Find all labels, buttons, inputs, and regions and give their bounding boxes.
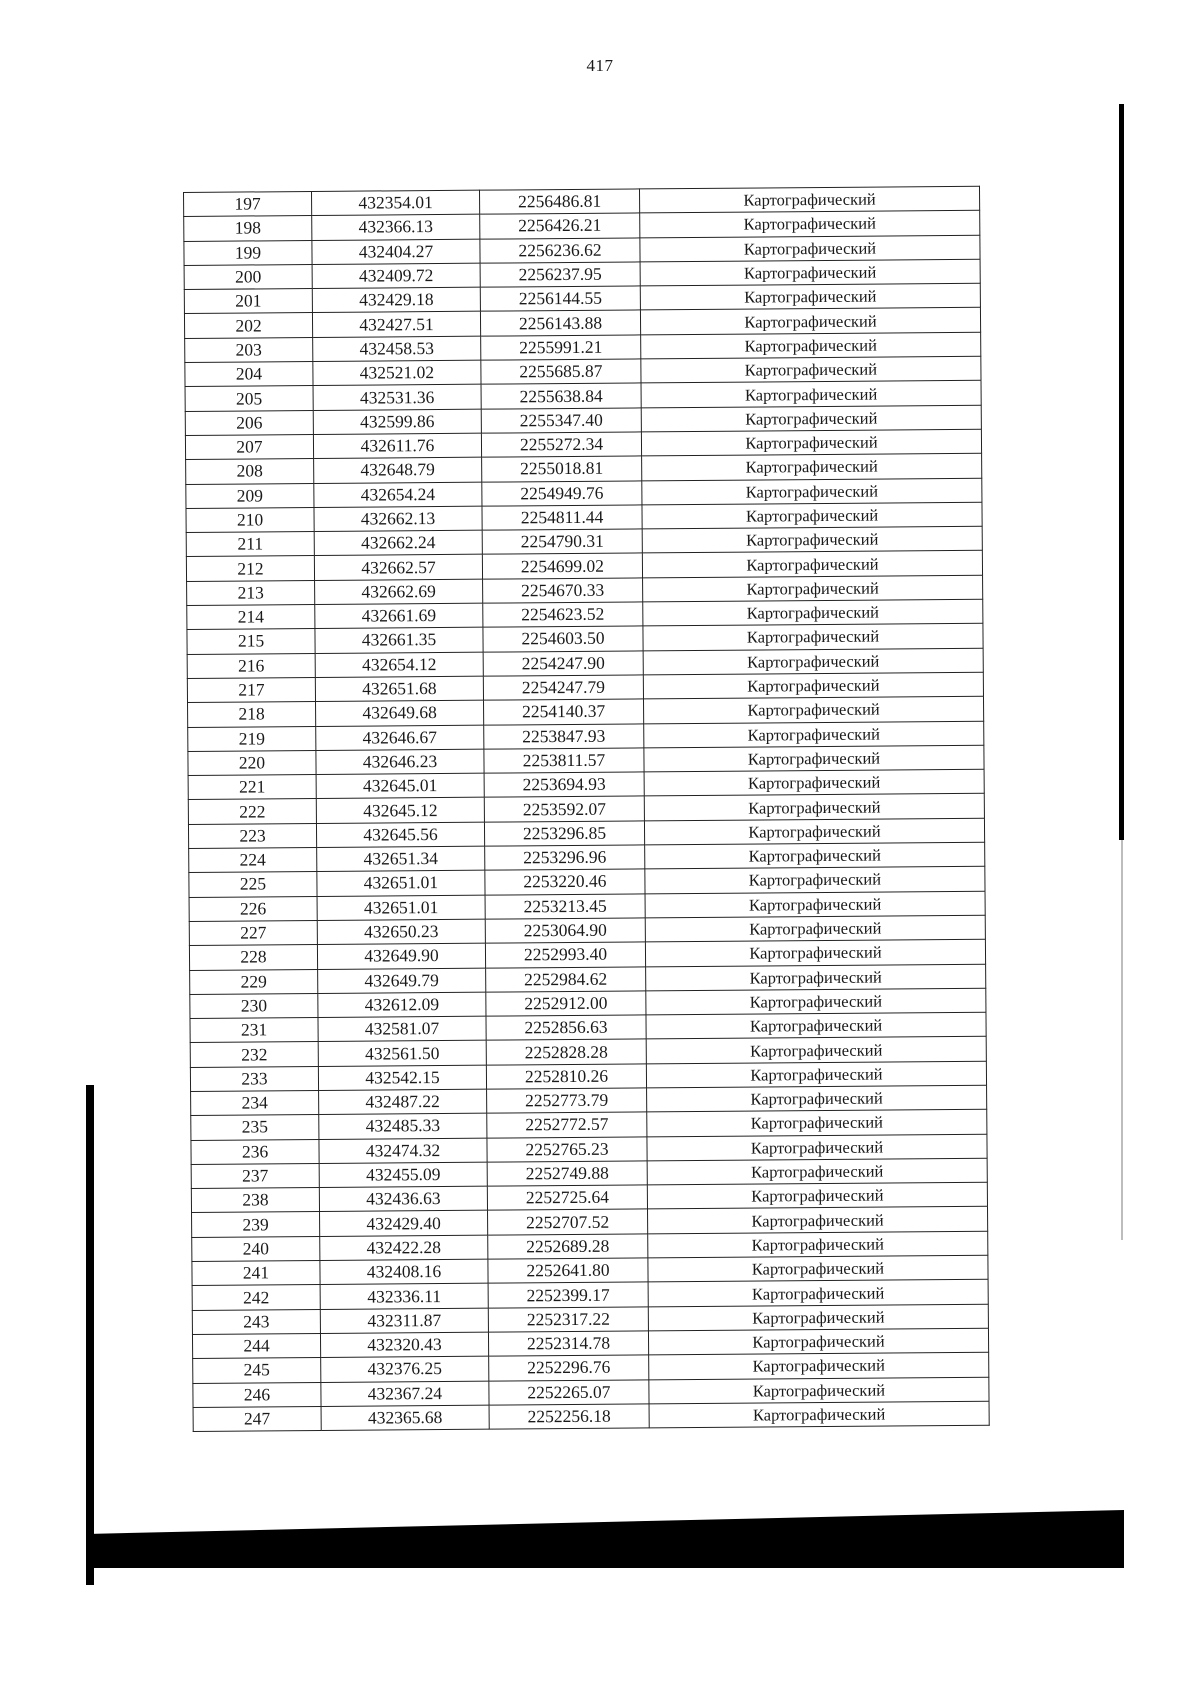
point-number-cell: 223 [188,823,316,848]
point-number-cell: 236 [191,1139,319,1164]
y-coordinate-cell: 2252912.00 [486,991,646,1017]
y-coordinate-cell: 2254790.31 [482,529,642,555]
x-coordinate-cell: 432436.63 [319,1186,487,1212]
method-cell: Картографический [643,696,983,723]
x-coordinate-cell: 432485.33 [319,1113,487,1139]
method-cell: Картографический [649,1352,989,1379]
y-coordinate-cell: 2252765.23 [487,1136,647,1162]
x-coordinate-cell: 432612.09 [318,992,486,1018]
method-cell: Картографический [643,575,983,602]
y-coordinate-cell: 2252296.76 [489,1355,649,1381]
x-coordinate-cell: 432455.09 [319,1162,487,1188]
method-cell: Картографический [649,1401,989,1428]
point-number-cell: 239 [192,1212,320,1237]
x-coordinate-cell: 432645.56 [316,822,484,848]
y-coordinate-cell: 2252810.26 [486,1064,646,1090]
y-coordinate-cell: 2255272.34 [481,432,641,458]
method-cell: Картографический [646,1012,986,1039]
x-coordinate-cell: 432662.24 [314,530,482,556]
method-cell: Картографический [647,1182,987,1209]
y-coordinate-cell: 2254623.52 [483,602,643,628]
point-number-cell: 240 [192,1236,320,1261]
method-cell: Картографический [641,332,981,359]
point-number-cell: 246 [193,1382,321,1407]
y-coordinate-cell: 2253064.90 [485,918,645,944]
y-coordinate-cell: 2254670.33 [483,578,643,604]
y-coordinate-cell: 2252256.18 [489,1404,649,1430]
y-coordinate-cell: 2254247.79 [483,675,643,701]
x-coordinate-cell: 432354.01 [311,190,479,216]
y-coordinate-cell: 2256426.21 [480,213,640,239]
point-number-cell: 199 [184,240,312,265]
y-coordinate-cell: 2253592.07 [484,796,644,822]
method-cell: Картографический [640,211,980,238]
x-coordinate-cell: 432427.51 [312,312,480,338]
scan-edge-right-faint [1121,840,1123,1240]
x-coordinate-cell: 432649.79 [318,968,486,994]
y-coordinate-cell: 2252707.52 [488,1209,648,1235]
x-coordinate-cell: 432654.24 [314,482,482,508]
method-cell: Картографический [643,599,983,626]
method-cell: Картографический [646,1061,986,1088]
method-cell: Картографический [643,672,983,699]
method-cell: Картографический [648,1207,988,1234]
point-number-cell: 219 [188,726,316,751]
point-number-cell: 229 [190,969,318,994]
y-coordinate-cell: 2252773.79 [487,1088,647,1114]
x-coordinate-cell: 432662.69 [315,579,483,605]
y-coordinate-cell: 2252772.57 [487,1112,647,1138]
point-number-cell: 201 [184,289,312,314]
method-cell: Картографический [640,235,980,262]
point-number-cell: 207 [185,434,313,459]
coordinates-table-body [184,186,990,1431]
y-coordinate-cell: 2253694.93 [484,772,644,798]
point-number-cell: 247 [193,1406,321,1431]
point-number-cell: 234 [191,1090,319,1115]
point-number-cell: 216 [187,653,315,678]
method-cell: Картографический [640,283,980,310]
x-coordinate-cell: 432662.13 [314,506,482,532]
method-cell: Картографический [647,1085,987,1112]
x-coordinate-cell: 432661.69 [315,603,483,629]
point-number-cell: 208 [186,459,314,484]
x-coordinate-cell: 432366.13 [312,214,480,240]
method-cell: Картографический [639,186,979,213]
x-coordinate-cell: 432581.07 [318,1016,486,1042]
y-coordinate-cell: 2253811.57 [484,748,644,774]
point-number-cell: 238 [191,1188,319,1213]
y-coordinate-cell: 2252984.62 [486,966,646,992]
method-cell: Картографический [645,915,985,942]
method-cell: Картографический [648,1231,988,1258]
point-number-cell: 245 [193,1358,321,1383]
method-cell: Картографический [648,1280,988,1307]
x-coordinate-cell: 432651.68 [315,676,483,702]
x-coordinate-cell: 432429.40 [320,1211,488,1237]
x-coordinate-cell: 432531.36 [313,385,481,411]
y-coordinate-cell: 2255638.84 [481,383,641,409]
y-coordinate-cell: 2255991.21 [481,335,641,361]
table-row [193,1401,989,1432]
y-coordinate-cell: 2252317.22 [488,1307,648,1333]
x-coordinate-cell: 432651.34 [317,846,485,872]
method-cell: Картографический [644,818,984,845]
point-number-cell: 209 [186,483,314,508]
y-coordinate-cell: 2253220.46 [485,869,645,895]
point-number-cell: 198 [184,216,312,241]
point-number-cell: 243 [192,1309,320,1334]
point-number-cell: 226 [189,896,317,921]
point-number-cell: 241 [192,1261,320,1286]
method-cell: Картографический [641,429,981,456]
method-cell: Картографический [641,405,981,432]
method-cell: Картографический [647,1158,987,1185]
y-coordinate-cell: 2252641.80 [488,1258,648,1284]
method-cell: Картографический [645,939,985,966]
point-number-cell: 211 [186,532,314,557]
point-number-cell: 205 [185,386,313,411]
method-cell: Картографический [645,891,985,918]
point-number-cell: 215 [187,629,315,654]
y-coordinate-cell: 2255018.81 [482,456,642,482]
coordinates-table-wrapper [183,186,989,1432]
y-coordinate-cell: 2255685.87 [481,359,641,385]
x-coordinate-cell: 432654.12 [315,652,483,678]
x-coordinate-cell: 432376.25 [321,1356,489,1382]
point-number-cell: 244 [192,1333,320,1358]
point-number-cell: 213 [187,580,315,605]
point-number-cell: 225 [189,872,317,897]
x-coordinate-cell: 432648.79 [314,457,482,483]
method-cell: Картографический [649,1377,989,1404]
point-number-cell: 214 [187,605,315,630]
x-coordinate-cell: 432336.11 [320,1283,488,1309]
method-cell: Картографический [642,526,982,553]
y-coordinate-cell: 2256143.88 [480,310,640,336]
page-number: 417 [586,56,614,75]
x-coordinate-cell: 432561.50 [318,1041,486,1067]
x-coordinate-cell: 432599.86 [313,409,481,435]
method-cell: Картографический [648,1255,988,1282]
method-cell: Картографический [644,745,984,772]
method-cell: Картографический [644,721,984,748]
method-cell: Картографический [646,988,986,1015]
point-number-cell: 200 [184,264,312,289]
x-coordinate-cell: 432458.53 [313,336,481,362]
x-coordinate-cell: 432645.12 [316,798,484,824]
x-coordinate-cell: 432651.01 [317,895,485,921]
method-cell: Картографический [642,551,982,578]
x-coordinate-cell: 432662.57 [314,555,482,581]
y-coordinate-cell: 2253213.45 [485,894,645,920]
method-cell: Картографический [647,1134,987,1161]
point-number-cell: 230 [190,993,318,1018]
x-coordinate-cell: 432365.68 [321,1405,489,1431]
method-cell: Картографический [646,964,986,991]
point-number-cell: 210 [186,507,314,532]
point-number-cell: 224 [189,847,317,872]
point-number-cell: 203 [185,337,313,362]
method-cell: Картографический [641,381,981,408]
method-cell: Картографический [642,478,982,505]
x-coordinate-cell: 432645.01 [316,773,484,799]
x-coordinate-cell: 432521.02 [313,360,481,386]
coordinates-table [183,186,990,1432]
method-cell: Картографический [647,1109,987,1136]
x-coordinate-cell: 432474.32 [319,1138,487,1164]
x-coordinate-cell: 432311.87 [320,1308,488,1334]
point-number-cell: 204 [185,362,313,387]
point-number-cell: 202 [184,313,312,338]
y-coordinate-cell: 2253296.96 [485,845,645,871]
point-number-cell: 233 [190,1066,318,1091]
point-number-cell: 220 [188,750,316,775]
y-coordinate-cell: 2256236.62 [480,238,640,264]
y-coordinate-cell: 2254603.50 [483,626,643,652]
x-coordinate-cell: 432487.22 [319,1089,487,1115]
point-number-cell: 197 [184,191,312,216]
point-number-cell: 228 [189,945,317,970]
x-coordinate-cell: 432646.67 [316,725,484,751]
y-coordinate-cell: 2254140.37 [484,699,644,725]
method-cell: Картографический [640,259,980,286]
point-number-cell: 218 [188,702,316,727]
y-coordinate-cell: 2252828.28 [486,1039,646,1065]
y-coordinate-cell: 2252725.64 [487,1185,647,1211]
x-coordinate-cell: 432320.43 [320,1332,488,1358]
point-number-cell: 206 [185,410,313,435]
point-number-cell: 242 [192,1285,320,1310]
x-coordinate-cell: 432649.68 [316,700,484,726]
y-coordinate-cell: 2252689.28 [488,1234,648,1260]
x-coordinate-cell: 432367.24 [321,1381,489,1407]
method-cell: Картографический [644,769,984,796]
x-coordinate-cell: 432646.23 [316,749,484,775]
y-coordinate-cell: 2256486.81 [479,189,639,215]
scan-edge-left [86,1085,94,1585]
method-cell: Картографический [640,308,980,335]
x-coordinate-cell: 432651.01 [317,870,485,896]
x-coordinate-cell: 432408.16 [320,1259,488,1285]
y-coordinate-cell: 2252993.40 [485,942,645,968]
y-coordinate-cell: 2252314.78 [488,1331,648,1357]
method-cell: Картографический [644,794,984,821]
y-coordinate-cell: 2252399.17 [488,1282,648,1308]
x-coordinate-cell: 432409.72 [312,263,480,289]
x-coordinate-cell: 432649.90 [317,943,485,969]
point-number-cell: 235 [191,1115,319,1140]
x-coordinate-cell: 432429.18 [312,287,480,313]
point-number-cell: 227 [189,920,317,945]
y-coordinate-cell: 2254699.02 [482,553,642,579]
method-cell: Картографический [646,1037,986,1064]
x-coordinate-cell: 432422.28 [320,1235,488,1261]
method-cell: Картографический [645,867,985,894]
point-number-cell: 231 [190,1018,318,1043]
scan-edge-right [1119,104,1124,840]
method-cell: Картографический [648,1304,988,1331]
y-coordinate-cell: 2252856.63 [486,1015,646,1041]
point-number-cell: 217 [187,677,315,702]
method-cell: Картографический [642,502,982,529]
y-coordinate-cell: 2254811.44 [482,505,642,531]
y-coordinate-cell: 2253847.93 [484,723,644,749]
x-coordinate-cell: 432611.76 [313,433,481,459]
y-coordinate-cell: 2255347.40 [481,408,641,434]
point-number-cell: 237 [191,1163,319,1188]
point-number-cell: 212 [186,556,314,581]
y-coordinate-cell: 2254949.76 [482,480,642,506]
method-cell: Картографический [643,648,983,675]
y-coordinate-cell: 2256237.95 [480,262,640,288]
y-coordinate-cell: 2256144.55 [480,286,640,312]
x-coordinate-cell: 432650.23 [317,919,485,945]
x-coordinate-cell: 432542.15 [318,1065,486,1091]
method-cell: Картографический [642,454,982,481]
point-number-cell: 222 [188,799,316,824]
y-coordinate-cell: 2252749.88 [487,1161,647,1187]
point-number-cell: 221 [188,775,316,800]
method-cell: Картографический [645,842,985,869]
y-coordinate-cell: 2252265.07 [489,1379,649,1405]
x-coordinate-cell: 432404.27 [312,239,480,265]
method-cell: Картографический [648,1328,988,1355]
point-number-cell: 232 [190,1042,318,1067]
method-cell: Картографический [641,356,981,383]
y-coordinate-cell: 2254247.90 [483,651,643,677]
method-cell: Картографический [643,624,983,651]
x-coordinate-cell: 432661.35 [315,628,483,654]
y-coordinate-cell: 2253296.85 [484,821,644,847]
